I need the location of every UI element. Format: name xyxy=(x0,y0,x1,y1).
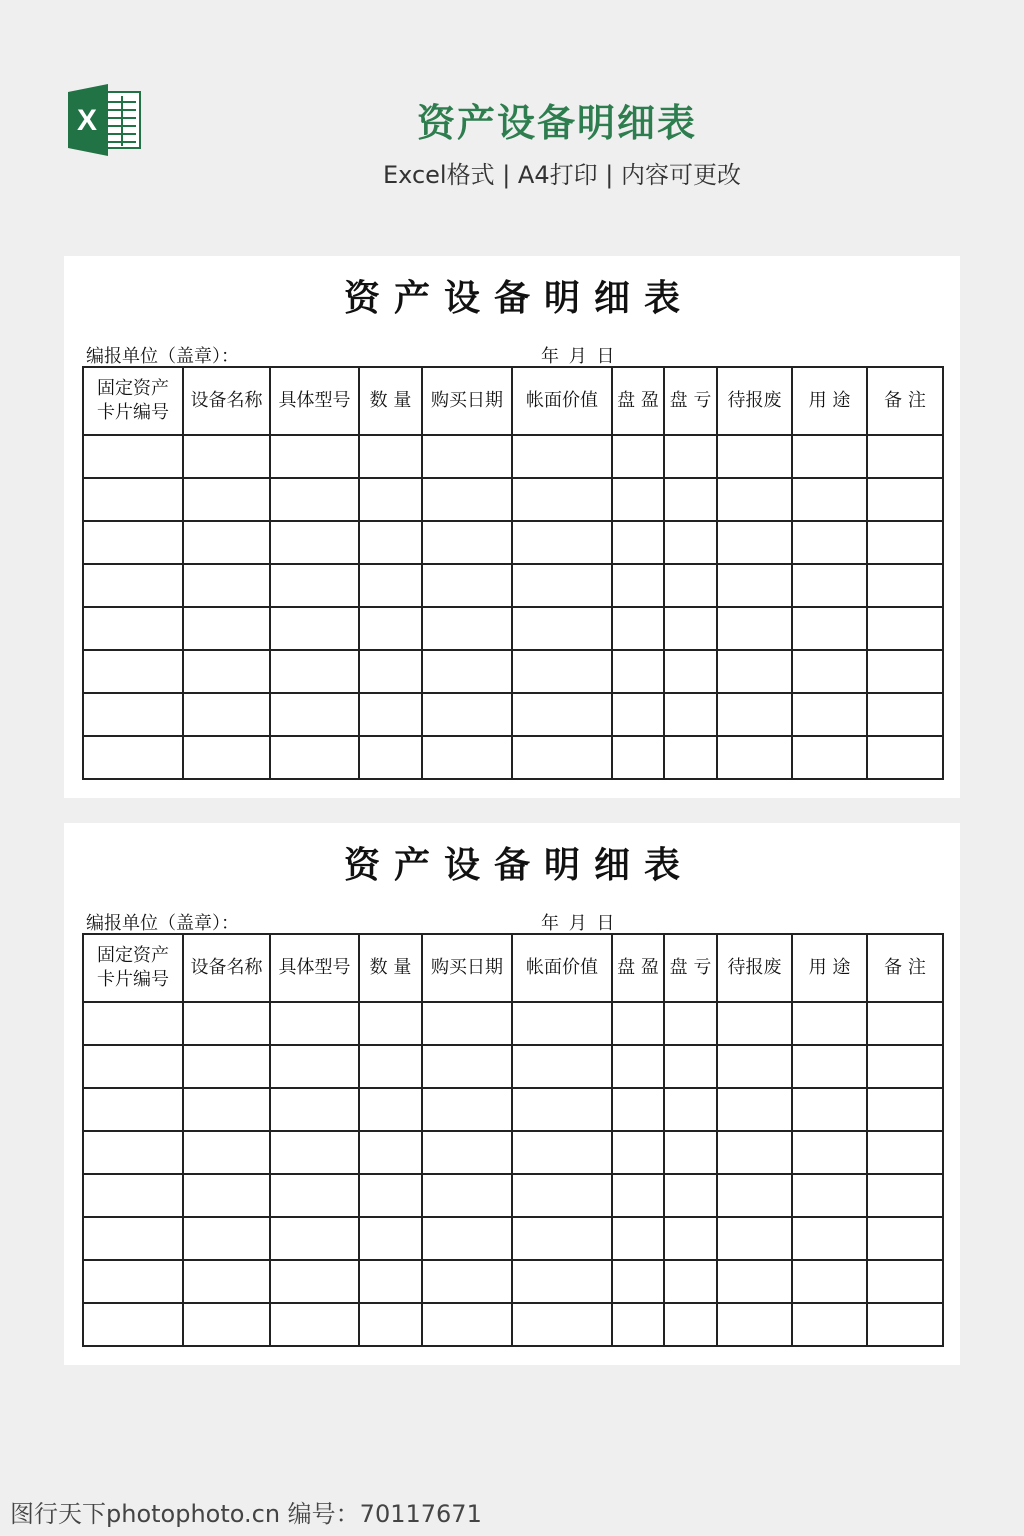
table-cell[interactable] xyxy=(612,736,664,779)
table-cell[interactable] xyxy=(512,1131,612,1174)
table-cell[interactable] xyxy=(664,1002,717,1045)
table-cell[interactable] xyxy=(792,478,867,521)
table-cell[interactable] xyxy=(717,564,792,607)
table-cell[interactable] xyxy=(792,650,867,693)
table-cell[interactable] xyxy=(717,607,792,650)
table-cell[interactable] xyxy=(512,564,612,607)
table-cell[interactable] xyxy=(867,1045,943,1088)
table-cell[interactable] xyxy=(270,521,359,564)
table-cell[interactable] xyxy=(359,607,422,650)
table-cell[interactable] xyxy=(867,564,943,607)
table-cell[interactable] xyxy=(83,1217,183,1260)
table-cell[interactable] xyxy=(270,1260,359,1303)
table-cell[interactable] xyxy=(664,1131,717,1174)
table-cell[interactable] xyxy=(183,1045,270,1088)
table-cell[interactable] xyxy=(183,1002,270,1045)
table-cell[interactable] xyxy=(664,736,717,779)
table-cell[interactable] xyxy=(512,693,612,736)
table-cell[interactable] xyxy=(422,607,512,650)
table-cell[interactable] xyxy=(270,1045,359,1088)
table-cell[interactable] xyxy=(512,1260,612,1303)
table-cell[interactable] xyxy=(867,1303,943,1346)
table-cell[interactable] xyxy=(422,1088,512,1131)
table-cell[interactable] xyxy=(359,693,422,736)
table-cell[interactable] xyxy=(422,1002,512,1045)
unit-label: 编报单位（盖章）： xyxy=(86,346,239,367)
table-cell[interactable] xyxy=(612,435,664,478)
table-header-row xyxy=(83,367,943,435)
table-cell[interactable] xyxy=(867,650,943,693)
table-cell[interactable] xyxy=(612,1088,664,1131)
table-cell[interactable] xyxy=(792,1260,867,1303)
table-cell[interactable] xyxy=(717,736,792,779)
table-cell[interactable] xyxy=(359,736,422,779)
table-cell[interactable] xyxy=(612,1131,664,1174)
table-cell[interactable] xyxy=(183,1260,270,1303)
table-cell[interactable] xyxy=(83,607,183,650)
table-cell[interactable] xyxy=(359,1088,422,1131)
table-row xyxy=(83,435,943,478)
date-label: 年 月 日 xyxy=(541,913,617,934)
table-cell[interactable] xyxy=(664,1088,717,1131)
table-cell[interactable] xyxy=(422,1217,512,1260)
table-cell[interactable] xyxy=(717,1217,792,1260)
table-cell[interactable] xyxy=(183,693,270,736)
column-header: 具体型号 xyxy=(270,934,359,1002)
table-cell[interactable] xyxy=(422,1260,512,1303)
table-cell[interactable] xyxy=(270,1131,359,1174)
column-header: 设备名称 xyxy=(183,367,270,435)
table-cell[interactable] xyxy=(612,478,664,521)
asset-table xyxy=(82,933,944,1347)
table-cell[interactable] xyxy=(183,478,270,521)
column-header: 购买日期 xyxy=(422,367,512,435)
table-cell[interactable] xyxy=(422,1045,512,1088)
table-cell[interactable] xyxy=(792,1045,867,1088)
table-cell[interactable] xyxy=(422,1131,512,1174)
table-cell[interactable] xyxy=(512,521,612,564)
column-header: 待报废 xyxy=(717,367,792,435)
table-cell[interactable] xyxy=(612,1303,664,1346)
sheet-title: 资产设备明细表 xyxy=(343,845,694,886)
table-cell[interactable] xyxy=(612,1260,664,1303)
column-header: 盘 盈 xyxy=(612,934,664,1002)
table-cell[interactable] xyxy=(422,1174,512,1217)
table-cell[interactable] xyxy=(83,435,183,478)
table-cell[interactable] xyxy=(512,478,612,521)
page-title: 资产设备明细表 xyxy=(416,101,697,145)
table-cell[interactable] xyxy=(270,1217,359,1260)
column-header: 具体型号 xyxy=(270,367,359,435)
table-row xyxy=(83,736,943,779)
table-cell[interactable] xyxy=(717,478,792,521)
date-label: 年 月 日 xyxy=(541,346,617,367)
table-cell[interactable] xyxy=(422,736,512,779)
unit-label: 编报单位（盖章）： xyxy=(86,913,239,934)
table-cell[interactable] xyxy=(270,693,359,736)
table-cell[interactable] xyxy=(183,1303,270,1346)
column-header: 购买日期 xyxy=(422,934,512,1002)
table-cell[interactable] xyxy=(867,1131,943,1174)
table-cell[interactable] xyxy=(183,1088,270,1131)
table-cell[interactable] xyxy=(612,607,664,650)
column-header: 盘 亏 xyxy=(664,934,717,1002)
table-cell[interactable] xyxy=(664,521,717,564)
table-cell[interactable] xyxy=(867,1217,943,1260)
table-cell[interactable] xyxy=(83,650,183,693)
table-row xyxy=(83,1002,943,1045)
table-row xyxy=(83,478,943,521)
page-subtitle: Excel格式 | A4打印 | 内容可更改 xyxy=(383,161,741,189)
table-cell[interactable] xyxy=(664,478,717,521)
table-cell[interactable] xyxy=(270,1002,359,1045)
table-cell[interactable] xyxy=(512,1045,612,1088)
table-cell[interactable] xyxy=(717,521,792,564)
table-cell[interactable] xyxy=(422,693,512,736)
table-cell[interactable] xyxy=(717,1260,792,1303)
table-cell[interactable] xyxy=(717,650,792,693)
column-header: 数 量 xyxy=(359,367,422,435)
table-cell[interactable] xyxy=(867,521,943,564)
sheet-1 xyxy=(64,256,960,798)
table-header-row xyxy=(83,934,943,1002)
table-cell[interactable] xyxy=(83,478,183,521)
table-cell[interactable] xyxy=(867,1088,943,1131)
table-cell[interactable] xyxy=(183,521,270,564)
table-cell[interactable] xyxy=(83,1088,183,1131)
column-header: 帐面价值 xyxy=(512,934,612,1002)
table-cell[interactable] xyxy=(270,650,359,693)
table-cell[interactable] xyxy=(612,1174,664,1217)
table-cell[interactable] xyxy=(83,736,183,779)
column-header: 待报废 xyxy=(717,934,792,1002)
table-cell[interactable] xyxy=(717,1045,792,1088)
column-header: 用 途 xyxy=(792,367,867,435)
table-cell[interactable] xyxy=(612,693,664,736)
table-cell[interactable] xyxy=(270,607,359,650)
table-cell[interactable] xyxy=(359,1217,422,1260)
table-cell[interactable] xyxy=(867,478,943,521)
table-cell[interactable] xyxy=(422,650,512,693)
watermark-text: 图行天下photophoto.cn 编号：70117671 xyxy=(10,1500,482,1528)
table-cell[interactable] xyxy=(664,1260,717,1303)
table-cell[interactable] xyxy=(83,1045,183,1088)
table-cell[interactable] xyxy=(792,1174,867,1217)
table-row xyxy=(83,564,943,607)
table-cell[interactable] xyxy=(270,564,359,607)
table-cell[interactable] xyxy=(717,1174,792,1217)
table-row xyxy=(83,650,943,693)
table-cell[interactable] xyxy=(792,521,867,564)
table-cell[interactable] xyxy=(183,736,270,779)
table-cell[interactable] xyxy=(359,1045,422,1088)
table-cell[interactable] xyxy=(664,1045,717,1088)
asset-table xyxy=(82,366,944,780)
column-header: 备 注 xyxy=(867,934,943,1002)
table-cell[interactable] xyxy=(359,1260,422,1303)
table-cell[interactable] xyxy=(359,1303,422,1346)
excel-logo-letter: X xyxy=(76,104,98,137)
table-cell[interactable] xyxy=(792,1088,867,1131)
table-cell[interactable] xyxy=(359,1002,422,1045)
column-header: 数 量 xyxy=(359,934,422,1002)
table-cell[interactable] xyxy=(83,1002,183,1045)
table-cell[interactable] xyxy=(422,564,512,607)
table-cell[interactable] xyxy=(512,607,612,650)
table-cell[interactable] xyxy=(359,564,422,607)
table-cell[interactable] xyxy=(512,1002,612,1045)
table-cell[interactable] xyxy=(270,435,359,478)
table-cell[interactable] xyxy=(717,1131,792,1174)
table-row xyxy=(83,607,943,650)
table-cell[interactable] xyxy=(867,736,943,779)
table-cell[interactable] xyxy=(512,1217,612,1260)
table-cell[interactable] xyxy=(867,693,943,736)
sheet-title: 资产设备明细表 xyxy=(343,278,694,319)
table-cell[interactable] xyxy=(83,693,183,736)
table-cell[interactable] xyxy=(359,521,422,564)
table-cell[interactable] xyxy=(792,1303,867,1346)
table-cell[interactable] xyxy=(717,435,792,478)
table-cell[interactable] xyxy=(612,1045,664,1088)
sheet-2 xyxy=(64,823,960,1365)
table-cell[interactable] xyxy=(422,521,512,564)
table-cell[interactable] xyxy=(717,1088,792,1131)
table-cell[interactable] xyxy=(183,1174,270,1217)
table-cell[interactable] xyxy=(717,1303,792,1346)
table-cell[interactable] xyxy=(664,607,717,650)
table-cell[interactable] xyxy=(612,1002,664,1045)
table-cell[interactable] xyxy=(664,693,717,736)
table-row xyxy=(83,1088,943,1131)
table-cell[interactable] xyxy=(664,1174,717,1217)
table-cell[interactable] xyxy=(183,1217,270,1260)
table-cell[interactable] xyxy=(612,521,664,564)
table-cell[interactable] xyxy=(422,478,512,521)
table-cell[interactable] xyxy=(512,435,612,478)
column-header: 盘 亏 xyxy=(664,367,717,435)
table-cell[interactable] xyxy=(792,607,867,650)
table-cell[interactable] xyxy=(612,1217,664,1260)
table-cell[interactable] xyxy=(717,1002,792,1045)
table-cell[interactable] xyxy=(664,1303,717,1346)
table-cell[interactable] xyxy=(270,1303,359,1346)
table-cell[interactable] xyxy=(359,478,422,521)
table-cell[interactable] xyxy=(422,1303,512,1346)
table-cell[interactable] xyxy=(792,1002,867,1045)
table-cell[interactable] xyxy=(183,650,270,693)
table-cell[interactable] xyxy=(612,564,664,607)
table-cell[interactable] xyxy=(867,1174,943,1217)
column-header: 备 注 xyxy=(867,367,943,435)
column-header: 设备名称 xyxy=(183,934,270,1002)
table-cell[interactable] xyxy=(867,1260,943,1303)
table-cell[interactable] xyxy=(792,693,867,736)
column-header: 固定资产卡片编号 xyxy=(83,934,183,1002)
table-cell[interactable] xyxy=(512,1303,612,1346)
table-row xyxy=(83,521,943,564)
table-row xyxy=(83,1045,943,1088)
table-cell[interactable] xyxy=(270,1088,359,1131)
table-row xyxy=(83,693,943,736)
table-cell[interactable] xyxy=(359,435,422,478)
table-cell[interactable] xyxy=(83,564,183,607)
table-cell[interactable] xyxy=(422,435,512,478)
table-cell[interactable] xyxy=(270,478,359,521)
column-header: 固定资产卡片编号 xyxy=(83,367,183,435)
table-cell[interactable] xyxy=(359,1174,422,1217)
table-cell[interactable] xyxy=(664,1217,717,1260)
table-cell[interactable] xyxy=(83,1174,183,1217)
table-cell[interactable] xyxy=(792,564,867,607)
table-cell[interactable] xyxy=(359,650,422,693)
table-cell[interactable] xyxy=(612,650,664,693)
table-cell[interactable] xyxy=(83,521,183,564)
table-cell[interactable] xyxy=(183,607,270,650)
column-header: 盘 盈 xyxy=(612,367,664,435)
table-cell[interactable] xyxy=(867,1002,943,1045)
table-cell[interactable] xyxy=(792,435,867,478)
column-header: 帐面价值 xyxy=(512,367,612,435)
page-header xyxy=(0,0,1024,230)
table-cell[interactable] xyxy=(664,435,717,478)
table-cell[interactable] xyxy=(512,736,612,779)
table-cell[interactable] xyxy=(867,607,943,650)
table-cell[interactable] xyxy=(512,650,612,693)
table-cell[interactable] xyxy=(512,1174,612,1217)
table-cell[interactable] xyxy=(664,650,717,693)
table-row xyxy=(83,1217,943,1260)
table-cell[interactable] xyxy=(664,564,717,607)
table-row xyxy=(83,1303,943,1346)
table-cell[interactable] xyxy=(792,736,867,779)
table-cell[interactable] xyxy=(183,435,270,478)
table-cell[interactable] xyxy=(183,1131,270,1174)
table-cell[interactable] xyxy=(359,1131,422,1174)
table-cell[interactable] xyxy=(270,736,359,779)
table-cell[interactable] xyxy=(183,564,270,607)
table-row xyxy=(83,1131,943,1174)
table-cell[interactable] xyxy=(270,1174,359,1217)
table-cell[interactable] xyxy=(792,1217,867,1260)
column-header: 用 途 xyxy=(792,934,867,1002)
table-cell[interactable] xyxy=(512,1088,612,1131)
table-cell[interactable] xyxy=(867,435,943,478)
table-cell[interactable] xyxy=(83,1303,183,1346)
table-cell[interactable] xyxy=(717,693,792,736)
table-cell[interactable] xyxy=(83,1131,183,1174)
table-cell[interactable] xyxy=(83,1260,183,1303)
table-row xyxy=(83,1174,943,1217)
table-cell[interactable] xyxy=(792,1131,867,1174)
table-row xyxy=(83,1260,943,1303)
